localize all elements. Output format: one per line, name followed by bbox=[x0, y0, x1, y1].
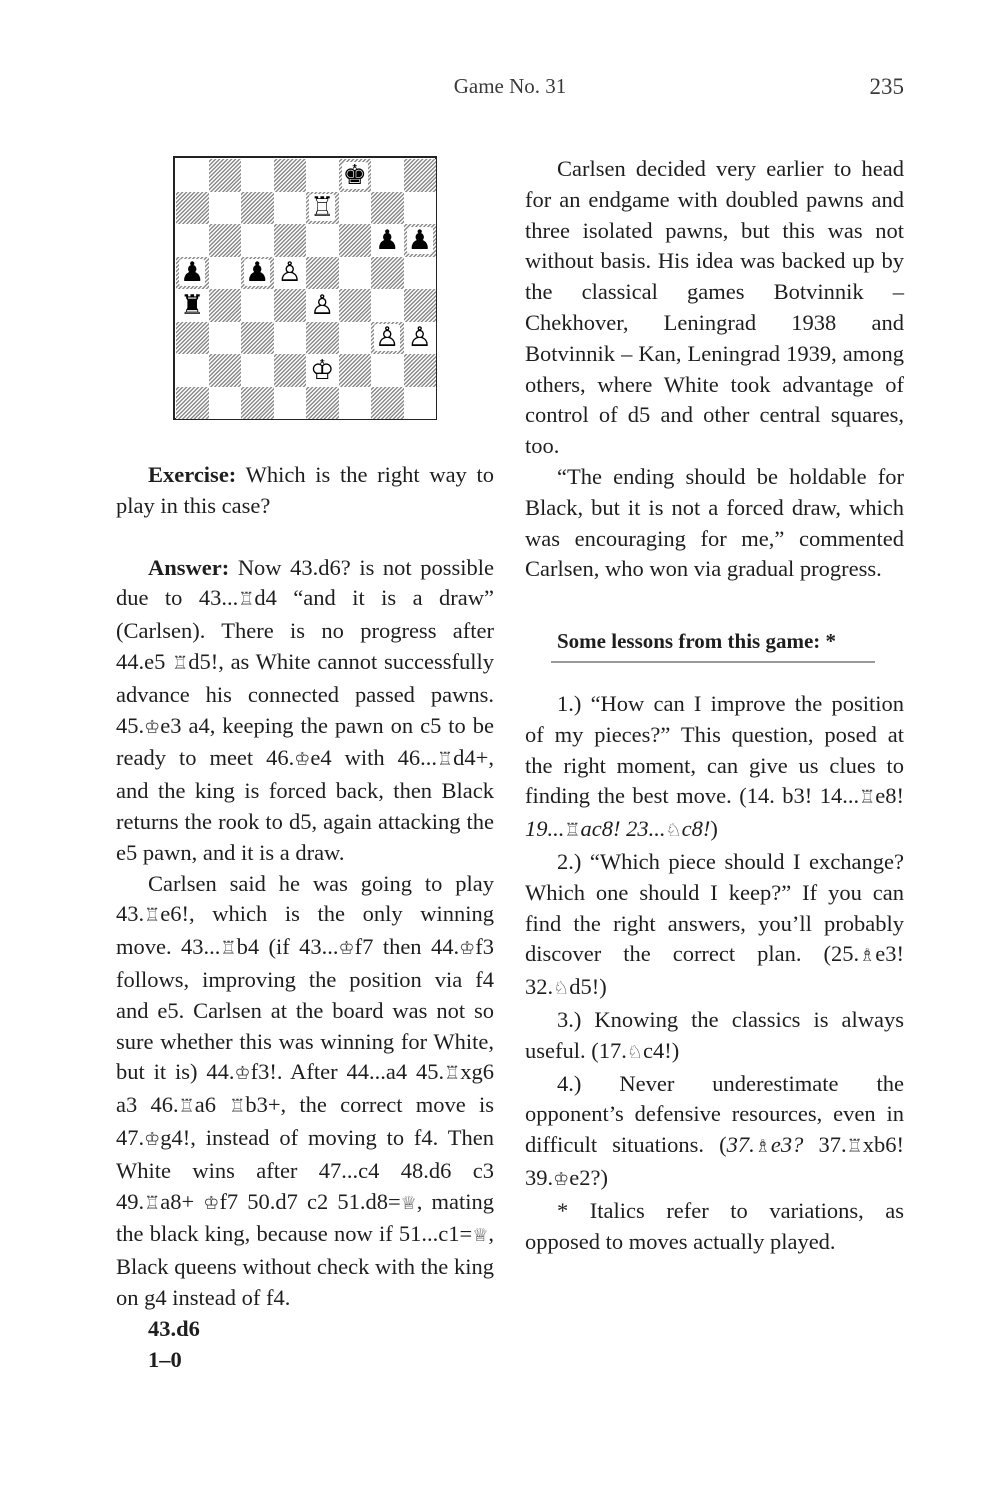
body-text: b4 (if 43... bbox=[236, 934, 339, 960]
rook-icon: ♖ bbox=[859, 787, 876, 809]
rook-icon: ♖ bbox=[846, 1136, 863, 1158]
square-f7 bbox=[339, 192, 372, 225]
square-h8 bbox=[404, 159, 437, 192]
game-result: 1–0 bbox=[148, 1346, 182, 1372]
square-g1 bbox=[371, 387, 404, 420]
square-a7 bbox=[176, 192, 209, 225]
rook-icon: ♖ bbox=[564, 820, 581, 842]
lesson-text: 1.) “How can I improve the position of my pieces?” This question, posed at the right moment, can give us clues to finding the best move. (14. b3! 14... bbox=[525, 690, 904, 809]
king-icon: ♔ bbox=[144, 1128, 161, 1150]
carlsen-paragraph bbox=[116, 869, 494, 1314]
variation-text: ac8! 23... bbox=[580, 816, 666, 842]
square-d5 bbox=[274, 257, 307, 290]
square-e2 bbox=[306, 354, 339, 387]
body-text: f7 50.d7 c2 51.d8= bbox=[219, 1188, 401, 1214]
rook-icon: ♖ bbox=[144, 905, 161, 927]
intro-paragraph: Carlsen decided very earlier to head for an endgame with doubled pawns and three isolated pawns, but this was not without basis. His idea was backed up by the classical games Botvinnik – Chekhover, Leningrad 1938 and Botvinnik – Kan, Leningrad 1939, among others, where White took advantage of control of d5 and other central squares, too. bbox=[525, 156, 904, 459]
left-column bbox=[116, 460, 494, 1375]
square-g2 bbox=[371, 354, 404, 387]
square-d6 bbox=[274, 224, 307, 257]
square-e1 bbox=[306, 387, 339, 420]
king-icon: ♔ bbox=[203, 1192, 220, 1214]
square-g6 bbox=[371, 224, 404, 257]
square-g3 bbox=[371, 322, 404, 355]
square-a6 bbox=[176, 224, 209, 257]
white-pawn-icon: ♙ bbox=[310, 289, 335, 321]
black-pawn-icon: ♟ bbox=[407, 224, 432, 256]
queen-icon: ♕ bbox=[472, 1225, 489, 1247]
body-text: f3!. After 44...a4 45. bbox=[250, 1059, 445, 1085]
square-e3 bbox=[306, 322, 339, 355]
lessons-heading: Some lessons from this game: * bbox=[551, 616, 875, 663]
knight-icon: ♘ bbox=[626, 1041, 643, 1063]
square-b6 bbox=[209, 224, 242, 257]
rook-icon: ♖ bbox=[172, 652, 189, 674]
square-g8 bbox=[371, 159, 404, 192]
final-move: 43.d6 bbox=[148, 1315, 200, 1341]
rook-icon: ♖ bbox=[229, 1096, 246, 1118]
square-b4 bbox=[209, 289, 242, 322]
knight-icon: ♘ bbox=[553, 978, 570, 1000]
answer-label: Answer: bbox=[148, 554, 230, 580]
lesson-text: 3.) Knowing the classics is always useful. (17. bbox=[525, 1006, 904, 1063]
square-h5 bbox=[404, 257, 437, 290]
square-h6 bbox=[404, 224, 437, 257]
body-text: e6!, which is the only winning move. 43... bbox=[116, 901, 494, 960]
square-a5 bbox=[176, 257, 209, 290]
square-g7 bbox=[371, 192, 404, 225]
variation-text: 19... bbox=[525, 816, 565, 842]
variation-text: c8! bbox=[681, 816, 711, 842]
square-e7 bbox=[306, 192, 339, 225]
body-text: g4!, instead of moving to f4. Then White wins after 47...c4 48.d6 c3 49. bbox=[116, 1124, 494, 1214]
square-h2 bbox=[404, 354, 437, 387]
lesson-text: 2.) “Which piece should I exchange? Which one should I keep?” If you can find the right answers, you’ll probably discover the correct plan. (25. bbox=[525, 848, 904, 967]
square-b3 bbox=[209, 322, 242, 355]
square-g4 bbox=[371, 289, 404, 322]
square-e5 bbox=[306, 257, 339, 290]
exercise-label: Exercise: bbox=[148, 462, 237, 487]
square-a1 bbox=[176, 387, 209, 420]
square-c6 bbox=[241, 224, 274, 257]
square-d4 bbox=[274, 289, 307, 322]
black-pawn-icon: ♟ bbox=[245, 257, 270, 289]
square-h1 bbox=[404, 387, 437, 420]
lesson-text: c4!) bbox=[643, 1037, 680, 1063]
square-g5 bbox=[371, 257, 404, 290]
square-a4 bbox=[176, 289, 209, 322]
square-d8 bbox=[274, 159, 307, 192]
answer-paragraph bbox=[116, 553, 494, 869]
square-c1 bbox=[241, 387, 274, 420]
body-text: , Black queens without check with the king on g4 instead of f4. bbox=[116, 1221, 494, 1310]
white-rook-icon: ♖ bbox=[310, 192, 335, 224]
lesson-text: d5!) bbox=[569, 974, 607, 1000]
square-c5 bbox=[241, 257, 274, 290]
chess-diagram bbox=[173, 156, 437, 420]
square-c8 bbox=[241, 159, 274, 192]
square-c7 bbox=[241, 192, 274, 225]
rook-icon: ♖ bbox=[444, 1063, 461, 1085]
square-b7 bbox=[209, 192, 242, 225]
square-f4 bbox=[339, 289, 372, 322]
answer-text: d5!, as White cannot successfully advance his connected passed pawns. 45. bbox=[116, 648, 494, 738]
lesson-2 bbox=[525, 847, 904, 1005]
answer-text: Now 43.d6? is not possible due to 43... bbox=[116, 554, 494, 611]
square-b8 bbox=[209, 159, 242, 192]
rook-icon: ♖ bbox=[437, 749, 454, 771]
right-column bbox=[525, 154, 904, 1257]
lesson-1 bbox=[525, 689, 904, 847]
king-icon: ♔ bbox=[144, 716, 161, 738]
rook-icon: ♖ bbox=[178, 1096, 195, 1118]
answer-text: d4 “and it is a draw” (Carlsen). There is no progress after 44.e5 bbox=[116, 585, 494, 674]
square-d2 bbox=[274, 354, 307, 387]
lesson-text: e3! 32. bbox=[525, 941, 904, 1000]
exercise-text: Which is the right way to play in this case? bbox=[116, 462, 494, 518]
body-text: a6 bbox=[194, 1092, 230, 1118]
king-icon: ♔ bbox=[294, 749, 311, 771]
rook-icon: ♖ bbox=[144, 1192, 161, 1214]
black-king-icon: ♚ bbox=[342, 159, 367, 191]
square-f3 bbox=[339, 322, 372, 355]
board-grid bbox=[176, 159, 436, 419]
king-icon: ♔ bbox=[553, 1168, 570, 1190]
knight-icon: ♘ bbox=[665, 820, 682, 842]
black-pawn-icon: ♟ bbox=[375, 224, 400, 256]
body-text: a8+ bbox=[160, 1188, 204, 1214]
square-f5 bbox=[339, 257, 372, 290]
quote-paragraph: “The ending should be holdable for Black, but it is not a forced draw, which was encouraging for me,” commented Carlsen, who won via gradual progress. bbox=[525, 463, 904, 582]
square-c3 bbox=[241, 322, 274, 355]
body-text: f7 then 44. bbox=[354, 934, 460, 960]
bishop-icon: ♗ bbox=[859, 945, 876, 967]
square-d3 bbox=[274, 322, 307, 355]
answer-text: e3 a4, keeping the pawn on c5 to be ready to meet 46. bbox=[116, 712, 494, 771]
answer-text: d4+, and the king is forced back, then Black returns the rook to d5, again attacking the e5 pawn, and it is a draw. bbox=[116, 745, 494, 865]
king-icon: ♔ bbox=[234, 1063, 251, 1085]
square-h7 bbox=[404, 192, 437, 225]
lesson-3 bbox=[525, 1005, 904, 1069]
square-h3 bbox=[404, 322, 437, 355]
bishop-icon: ♗ bbox=[754, 1136, 771, 1158]
running-title: Game No. 31 bbox=[453, 74, 567, 98]
rook-icon: ♖ bbox=[220, 938, 237, 960]
square-b5 bbox=[209, 257, 242, 290]
lesson-text: 4.) Never underestimate the opponent’s defensive resources, even in difficult situations. ( bbox=[525, 1070, 904, 1158]
lesson-text: e2?) bbox=[569, 1164, 608, 1190]
rook-icon: ♖ bbox=[238, 589, 255, 611]
square-a8 bbox=[176, 159, 209, 192]
square-b1 bbox=[209, 387, 242, 420]
variation-text: 37. bbox=[726, 1132, 755, 1158]
queen-icon: ♕ bbox=[400, 1192, 417, 1214]
square-a3 bbox=[176, 322, 209, 355]
square-f6 bbox=[339, 224, 372, 257]
square-f1 bbox=[339, 387, 372, 420]
body-text: , mating the black king, because now if 51...c1= bbox=[116, 1188, 494, 1247]
footnote: * Italics refer to variations, as opposed to moves actually played. bbox=[525, 1197, 904, 1254]
exercise-paragraph bbox=[116, 460, 494, 522]
square-b2 bbox=[209, 354, 242, 387]
square-e6 bbox=[306, 224, 339, 257]
king-icon: ♔ bbox=[338, 938, 355, 960]
lesson-text: xb6! 39. bbox=[525, 1132, 904, 1190]
square-c2 bbox=[241, 354, 274, 387]
square-a2 bbox=[176, 354, 209, 387]
square-d7 bbox=[274, 192, 307, 225]
square-c4 bbox=[241, 289, 274, 322]
king-icon: ♔ bbox=[459, 938, 476, 960]
body-text: Carlsen said he was going to play 43. bbox=[116, 870, 494, 927]
black-pawn-icon: ♟ bbox=[180, 257, 205, 289]
square-e4 bbox=[306, 289, 339, 322]
white-pawn-icon: ♙ bbox=[277, 257, 302, 289]
body-text: b3+, the correct move is 47. bbox=[116, 1092, 494, 1150]
white-pawn-icon: ♙ bbox=[375, 322, 400, 354]
variation-text: e3? bbox=[770, 1132, 804, 1158]
lesson-text: ) bbox=[710, 816, 718, 842]
lesson-text: e8! bbox=[875, 783, 904, 809]
body-text: xg6 a3 46. bbox=[116, 1059, 494, 1118]
white-pawn-icon: ♙ bbox=[407, 322, 432, 354]
square-d1 bbox=[274, 387, 307, 420]
square-e8 bbox=[306, 159, 339, 192]
square-f8 bbox=[339, 159, 372, 192]
body-text: f3 follows, improving the position via f4 and e5. Carlsen at the board was not so sure whether this was winning for White, but it is) 44. bbox=[116, 934, 494, 1085]
square-h4 bbox=[404, 289, 437, 322]
lesson-text: 37. bbox=[803, 1132, 847, 1158]
page-number: 235 bbox=[869, 74, 904, 99]
lesson-4 bbox=[525, 1069, 904, 1196]
white-king-icon: ♔ bbox=[310, 354, 335, 386]
answer-text: e4 with 46... bbox=[310, 745, 438, 771]
black-rook-icon: ♜ bbox=[180, 289, 205, 321]
square-f2 bbox=[339, 354, 372, 387]
